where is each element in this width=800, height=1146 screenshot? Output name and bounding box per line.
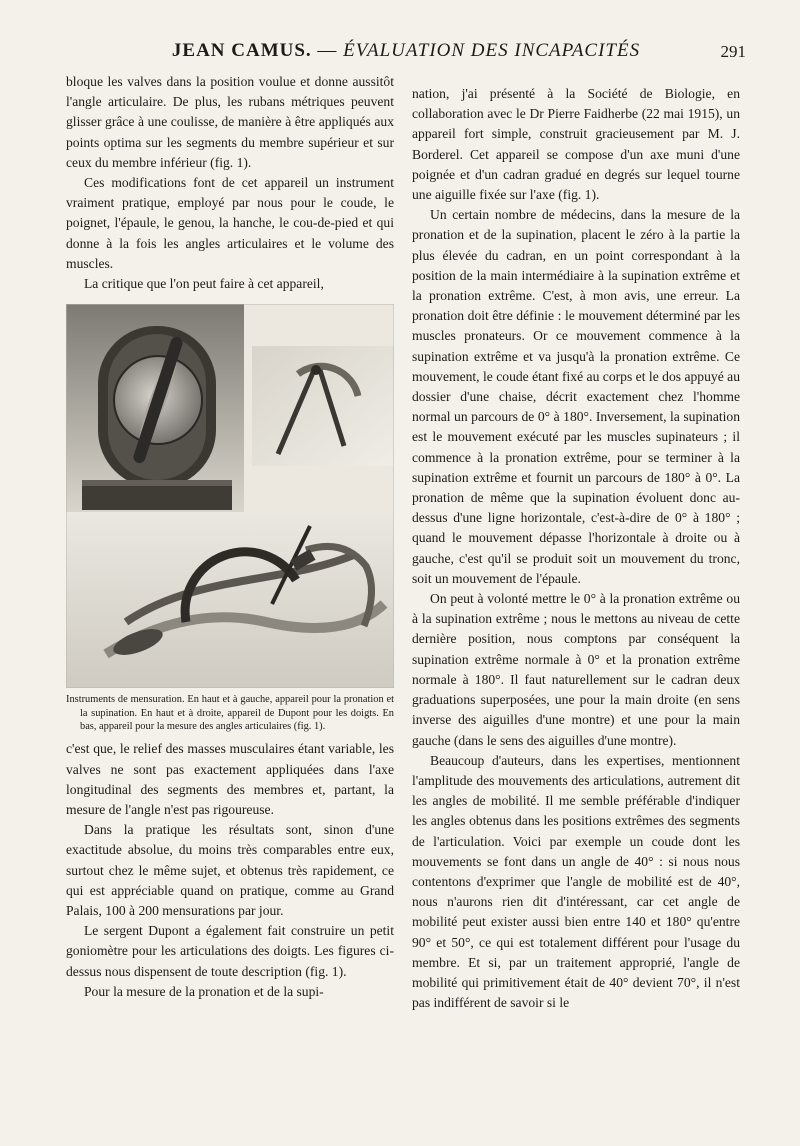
right-column xyxy=(412,84,740,1013)
figure-photograph xyxy=(66,304,394,688)
pronation-apparatus-panel xyxy=(66,304,244,512)
page-number: 291 xyxy=(720,42,746,61)
article-title: ÉVALUATION DES INCAPACITÉS xyxy=(343,40,641,61)
left-paragraph-6: Le sergent Dupont a également fait construire un petit goniomètre pour les articulations des doigts. Les figures ci-dessus nous dispensent de toute description (fig. 1). xyxy=(66,923,394,979)
instruments-photo-illustration xyxy=(66,304,394,688)
left-column xyxy=(66,72,394,1002)
left-paragraph-3: La critique que l'on peut faire à cet appareil, xyxy=(84,276,324,292)
left-paragraph-4: c'est que, le relief des masses musculaires étant variable, les valves ne sont pas exactement appliquées dans l'axe longitudinal des segments des membres et, partant, la mesure de l'angle n'est pas rigoureuse. xyxy=(66,741,394,818)
right-paragraph-2: Un certain nombre de médecins, dans la mesure de la pronation et de la supination, placent le zéro à la partie la plus élevée du cadran, en un point correspondant à la position de la main intermédiaire à la supination extrême et la pronation extrême. C'est, à mon avis, une erreur. La pronation doit être définie : le mouvement déterminé par les muscles pronateurs. Or ce mouvement commence à la supination extrême et va jusqu'à la pronation extrême. Ce mouvement, le coude étant fixé au corps et le dos appuyé au dossier d'une chaise, décrit exactement chez l'homme normal un parcours de 0° à 180°. Inversement, la supination est le mouvement exécuté par les muscles supinateurs ; il commence à la pronation extrême, pour se terminer à la supination extrême et fournit un parcours de 180° à 0°. La pronation de même que la supination évoluent donc au-dessus d'une ligne horizontale, c'est-à-dire de 0° à 180° ; quand le mouvement dépasse l'horizontale à droite ou à gauche, c'est qu'il se produit soit un mouvement du tronc, soit un mouvement de l'épaule. xyxy=(412,207,740,586)
left-paragraph-5: Dans la pratique les résultats sont, sinon d'une exactitude absolue, du moins très comparables entre eux, surtout chez le même sujet, et obtenus très rapidement, ce qui est appréciable quand on pratique, comme au Grand Palais, 100 à 200 mensurations par jour. xyxy=(66,822,394,919)
right-paragraph-1: nation, j'ai présenté à la Société de Biologie, en collaboration avec le Dr Pierre Faidherbe (22 mai 1915), un appareil fort simple, construit gracieusement par M. J. Borderel. Cet appareil se compose d'un axe muni d'une poignée et d'un cadran gradué en degrés sur lequel tourne une aiguille fixée sur l'axe (fig. 1). xyxy=(412,86,740,203)
figure-caption: Instruments de mensuration. En haut et à gauche, appareil pour la pronation et la supination. En haut et à droite, appareil de Dupont pour les doigts. En bas, appareil pour la mesure des angles articulaires (fig. 1). xyxy=(66,694,394,733)
finger-goniometer-panel xyxy=(252,346,394,466)
right-paragraph-3: On peut à volonté mettre le 0° à la pronation extrême ou à la supination extrême ; nous le mettons au niveau de cette dernière position, nous comptons par conséquent la supination extrême normale à 0° et la pronation extrême normale à 180°. Il faut naturellement sur le cadran deux graduations superposées, une pour la main droite (en sens inverse des aiguilles d'une montre) et une pour la main gauche (dans le sens des aiguilles d'une montre). xyxy=(412,591,740,748)
figure-1 xyxy=(66,304,394,733)
running-title xyxy=(66,40,746,62)
left-paragraph-2: Ces modifications font de cet appareil un instrument vraiment pratique, employé par nous pour le coude, le poignet, l'épaule, le genou, la hanche, le cou-de-pied et qui donne à la fois les angles articulaires et le volume des muscles. xyxy=(66,175,394,271)
left-paragraph-1: bloque les valves dans la position voulue et donne aussitôt l'angle articulaire. De plus, les rubans métriques peuvent glisser grâce à une coulisse, de manière à être appliqués aux points optima sur les segments du membre supérieur et sur ceux du membre inférieur (fig. 1). xyxy=(66,74,394,170)
title-separator: — xyxy=(317,40,338,61)
left-paragraph-7: Pour la mesure de la pronation et de la supi- xyxy=(84,983,324,999)
angle-apparatus-panel xyxy=(66,516,394,688)
author-name: JEAN CAMUS. xyxy=(171,40,312,61)
right-paragraph-4: Beaucoup d'auteurs, dans les expertises, mentionnent l'amplitude des mouvements des articulations, autrement dit les angles de mobilité. Il me semble préférable d'indiquer les angles obtenus dans les positions extrêmes des segments de l'articulation. Voici par exemple un coude dont les mouvements se font dans un angle de 40° : si nous nous contentons d'exprimer que l'angle de mobilité est de 40°, nous n'aurons rien dit d'intéressant, car cet angle de mobilité peut exister aussi bien entre 140 et 180° qu'entre 90° et 50°, ce qui est totalement différent pour l'usage du membre. Et si, par un traitement approprié, l'angle de mobilité qui primitivement était de 40° devient 70°, il n'est pas indifférent de savoir si le xyxy=(412,752,740,1011)
running-header xyxy=(66,40,746,70)
